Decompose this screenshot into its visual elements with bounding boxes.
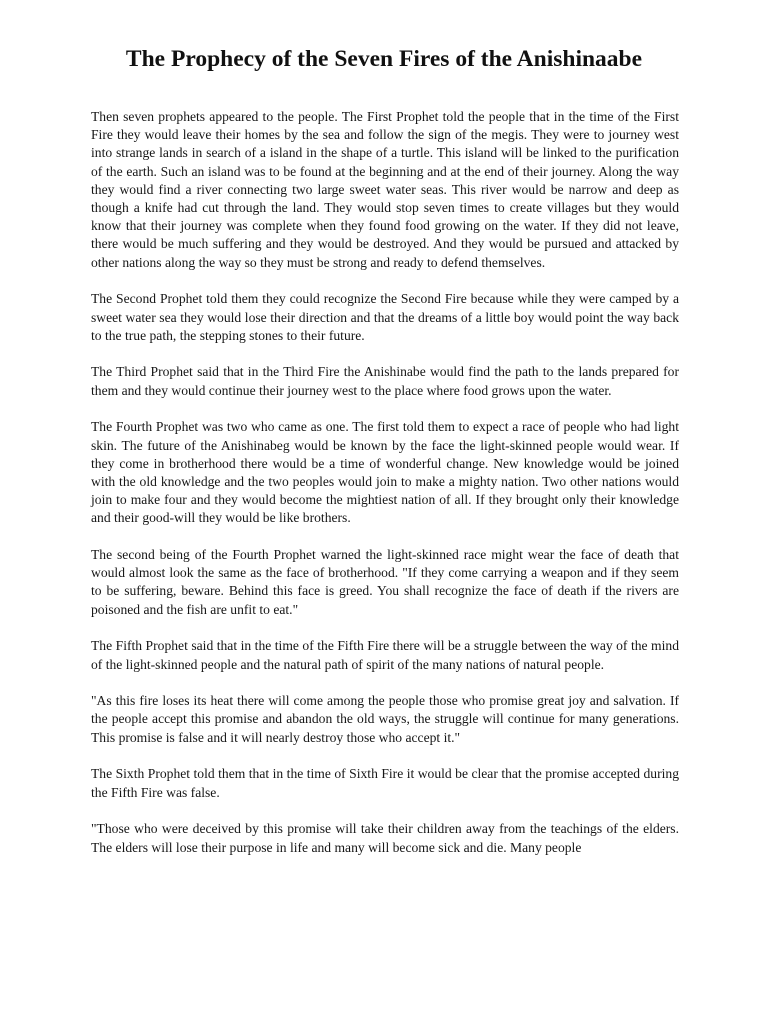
document-title: The Prophecy of the Seven Fires of the Anishinaabe [125, 46, 643, 72]
document-body [91, 108, 679, 875]
paragraph-third-prophet: The Third Prophet said that in the Third Fire the Anishinabe would find the path to the lands prepared for them and they would continue their journey west to the place where food grows upon the water. [91, 364, 679, 398]
paragraph-second-prophet: The Second Prophet told them they could recognize the Second Fire because while they were camped by a sweet water sea they would lose their direction and that the dreams of a little boy would point the way back to the true path, the stepping stones to their future. [91, 291, 679, 343]
paragraph-fifth-prophet: The Fifth Prophet said that in the time of the Fifth Fire there will be a struggle between the way of the mind of the light-skinned people and the natural path of spirit of the many nations of natural people. [91, 638, 679, 672]
paragraph-sixth-fire-quote: "Those who were deceived by this promise will take their children away from the teachings of the elders. The elders will lose their purpose in life and many will become sick and die. Many people [91, 821, 679, 855]
paragraph-first-prophet: Then seven prophets appeared to the people. The First Prophet told the people that in the time of the First Fire they would leave their homes by the sea and follow the sign of the megis. They were to journey west into strange lands in search of a island in the shape of a turtle. This island will be linked to the purification of the earth. Such an island was to be found at the beginning and at the end of their journey. Along the way they would find a river connecting two large sweet water seas. This river would be narrow and deep as though a knife had cut through the land. They would stop seven times to create villages but they would know that their journey was complete when they found food growing on the water. If they did not leave, there would be much suffering and they would be destroyed. And they would be pursued and attacked by other nations along the way so they must be strong and ready to defend themselves. [91, 109, 679, 270]
paragraph-fourth-prophet-second-being: The second being of the Fourth Prophet warned the light-skinned race might wear the face of death that would almost look the same as the face of brotherhood. "If they come carrying a weapon and if they seem to be suffering, beware. Behind this face is greed. You shall recognize the face of death if the rivers are poisoned and the fish are unfit to eat." [91, 547, 679, 617]
paragraph-sixth-prophet: The Sixth Prophet told them that in the time of Sixth Fire it would be clear that the promise accepted during the Fifth Fire was false. [91, 766, 679, 800]
paragraph-fourth-prophet: The Fourth Prophet was two who came as one. The first told them to expect a race of people who had light skin. The future of the Anishinabeg would be known by the face the light-skinned people would wear. If they come in brotherhood there would be a time of wonderful change. New knowledge would be joined with the old knowledge and the two peoples would join to make a mighty nation. Two other nations would join to make four and they would become the mightiest nation of all. If they brought only their knowledge and their good-will they would be like brothers. [91, 419, 679, 526]
paragraph-fifth-fire-quote: "As this fire loses its heat there will come among the people those who promise great joy and salvation. If the people accept this promise and abandon the old ways, the struggle will continue for many generations. This promise is false and it will nearly destroy those who accept it." [91, 693, 679, 745]
